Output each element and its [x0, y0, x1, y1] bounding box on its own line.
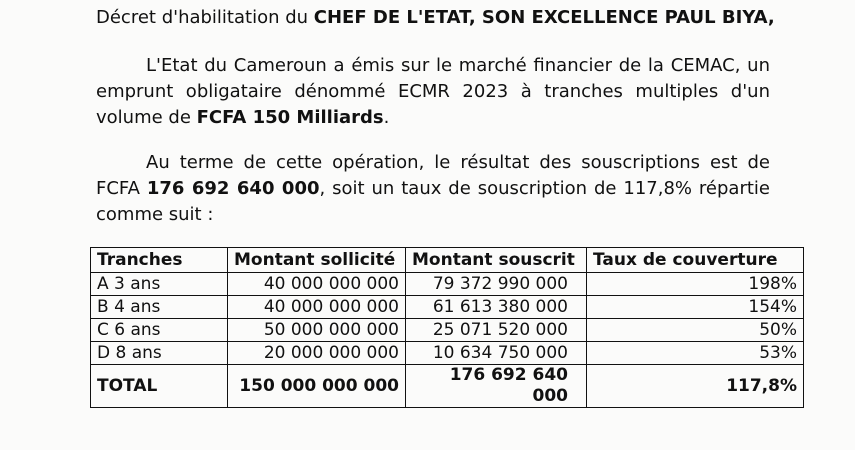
cell-taux: 50%	[587, 319, 804, 342]
decree-line: Décret d'habilitation du CHEF DE L'ETAT, SON EXCELLENCE PAUL BIYA,	[96, 7, 775, 28]
cell-montant-sollicite: 40 000 000 000	[228, 273, 406, 296]
paragraph-2-line-2: FCFA 176 692 640 000, soit un taux de souscription de 117,8% répartie	[96, 178, 770, 199]
cell-montant-souscrit: 61 613 380 000	[406, 296, 587, 319]
cell-taux: 154%	[587, 296, 804, 319]
header-montant-sollicite: Montant sollicité	[228, 248, 406, 273]
cell-total-taux: 117,8%	[587, 365, 804, 408]
paragraph-1-line-1: L'Etat du Cameroun a émis sur le marché financier de la CEMAC, un	[146, 55, 770, 76]
issue-volume: FCFA 150 Milliards	[196, 107, 384, 128]
cell-montant-sollicite: 50 000 000 000	[228, 319, 406, 342]
paragraph-2-line-3: comme suit :	[96, 204, 214, 225]
head-of-state-title: CHEF DE L'ETAT, SON EXCELLENCE PAUL BIYA,	[313, 7, 775, 28]
table-row	[91, 296, 804, 319]
table-row	[91, 319, 804, 342]
cell-tranche: C 6 ans	[91, 319, 228, 342]
cell-montant-souscrit: 79 372 990 000	[406, 273, 587, 296]
cell-montant-souscrit: 25 071 520 000	[406, 319, 587, 342]
table-total-row	[91, 365, 804, 408]
cell-tranche: D 8 ans	[91, 342, 228, 365]
cell-tranche: B 4 ans	[91, 296, 228, 319]
table-row	[91, 342, 804, 365]
paragraph-2-line-1: Au terme de cette opération, le résultat des souscriptions est de	[146, 152, 770, 173]
cell-tranche: A 3 ans	[91, 273, 228, 296]
cell-taux: 198%	[587, 273, 804, 296]
cell-montant-sollicite: 40 000 000 000	[228, 296, 406, 319]
paragraph-1-line-2: emprunt obligataire dénommé ECMR 2023 à tranches multiples d'un	[96, 81, 770, 102]
cell-montant-sollicite: 20 000 000 000	[228, 342, 406, 365]
table-header-row	[91, 248, 804, 273]
cell-total-souscrit: 176 692 640 000	[406, 365, 587, 408]
header-tranches: Tranches	[91, 248, 228, 273]
header-taux-couverture: Taux de couverture	[587, 248, 804, 273]
subscription-total: 176 692 640 000	[146, 178, 320, 199]
cell-total-label: TOTAL	[91, 365, 228, 408]
paragraph-1-line-3: volume de FCFA 150 Milliards.	[96, 107, 390, 128]
header-montant-souscrit: Montant souscrit	[406, 248, 587, 273]
cell-taux: 53%	[587, 342, 804, 365]
tranches-table	[90, 247, 804, 408]
table-row	[91, 273, 804, 296]
cell-total-sollicite: 150 000 000 000	[228, 365, 406, 408]
cell-montant-souscrit: 10 634 750 000	[406, 342, 587, 365]
